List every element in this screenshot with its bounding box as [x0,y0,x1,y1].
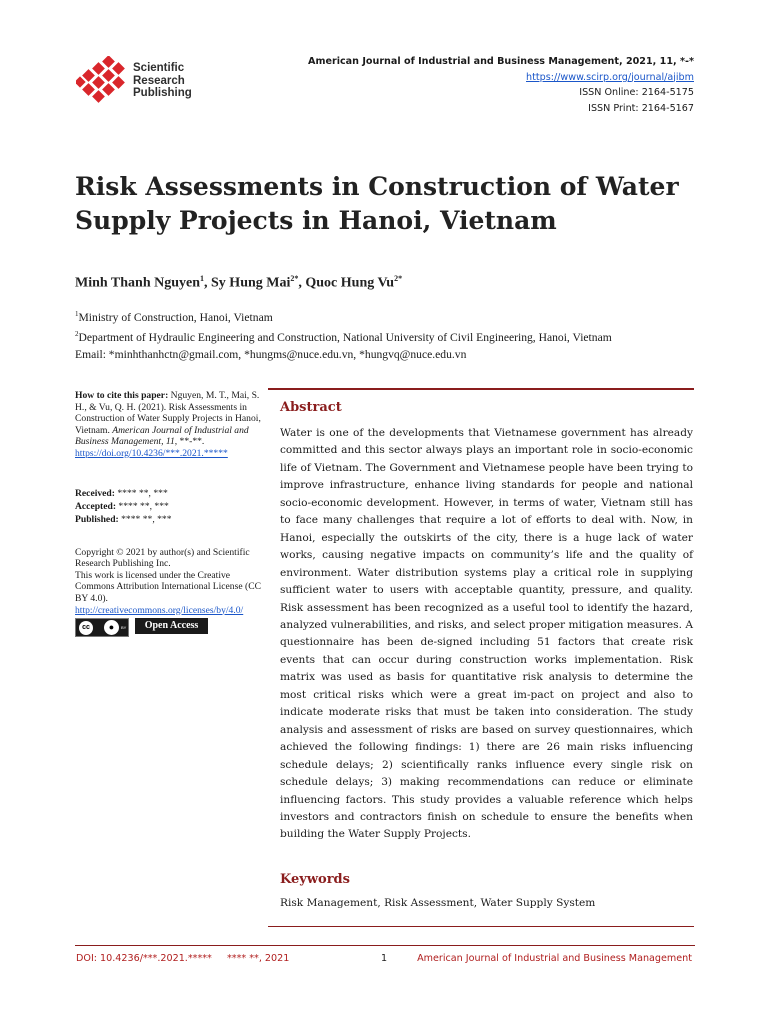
footer-date: **** **, 2021 [227,953,290,964]
scirp-diamond-cluster-icon [76,56,132,108]
author-list [75,274,402,292]
affiliation-mark: 2 [75,329,79,338]
date-value: **** **, *** [118,513,172,525]
publisher-name-line1: Scientific [133,62,185,74]
cc-by-badge-icon[interactable] [75,618,129,637]
date-label: Published: [75,513,119,525]
issn-online: ISSN Online: 2164-5175 [579,87,694,98]
abstract-heading: Abstract [280,400,342,415]
date-value: **** **, *** [116,500,169,512]
copyright-text: Copyright © 2021 by author(s) and Scientific Research Publishing Inc. [75,546,250,570]
journal-header-title: American Journal of Industrial and Business Management, 2021, 11, *-* [308,56,694,67]
paper-title [75,170,695,238]
license-url-link[interactable]: http://creativecommons.org/licenses/by/4.0/ [75,604,244,616]
cc-mark: cc [79,621,93,635]
affiliation-mark: 1 [75,310,79,318]
author-affiliation-mark: 2* [394,274,403,283]
citation-label: How to cite this paper: [75,390,169,401]
left-sidebar [75,390,265,638]
by-person-icon: ● [104,620,119,635]
open-access-badge[interactable]: Open Access [135,618,208,634]
page-number: 1 [381,953,388,964]
keywords-heading: Keywords [280,872,350,887]
email-line: Email: *minhthanhctn@gmail.com, *hungms@nuce.edu.vn, *hungvq@nuce.edu.vn [75,347,467,361]
affiliation-item [75,306,612,326]
publisher-name-line2: Research [133,74,185,87]
author-affiliation-mark: 2* [290,274,299,283]
abstract-text: Water is one of the developments that Vietnamese government has already committed and this sector always plays an important role in socio-economic life of Vietnam. The Government and Vietnamese people have been trying to improve infrastructure, enhance living standards for people and national socio-economic development. However, in terms of water, Vietnam still has to face many challenges that require a lot of efforts to deal with. Now, in Hanoi, especially the outskirts of the city, there is a huge lack of water works, causing negative impacts on community’s life and the quality of environment. Water distribution systems play a critical role in supplying sufficient water to users with acceptable quantity, pressure, and quality. Risk assessment has been recognized as a useful tool to identify the hazard, analyzed vulnerabilities, and risks, and select proper mitigation measures. A questionnaire has been de-signed including 51 factors that create risk events that can occur during construction works implementation. Risk matrix was used as basis for quantitative risk analysis to determine the most critical risks which were a great im-pact on project and also to indicate moderate risks that must be taken into consideration. The study analysis and assessment of risks are based on survey questionnaires, which achieved the following findings: 1) there are 26 main risks influencing schedule delays; 2) scientifically ranks influence every single risk on schedule delays; 3) making recommendations can reduce or eliminate influencing factors. This study provides a valuable reference which helps investors and contractors finish on schedule to ensure the benefits when building the Water Supply Projects. [280,427,693,841]
date-received [75,487,265,500]
date-value: **** **, *** [114,487,168,499]
author-name: Minh Thanh Nguyen [75,275,201,291]
journal-url-link[interactable]: https://www.scirp.org/journal/ajibm [526,71,694,83]
publication-dates [75,487,265,526]
license-badges [75,618,265,638]
footer-journal-name: American Journal of Industrial and Business Management [417,953,692,964]
author-separator: , [298,275,306,291]
citation-pages: **-**. [177,436,205,448]
journal-info [308,54,694,116]
license-statement: This work is licensed under the Creative Commons Attribution International License (CC BY 4.0). [75,569,261,604]
citation-doi-link[interactable]: https://doi.org/10.4236/***.2021.***** [75,447,228,459]
affiliation-text: Department of Hydraulic Engineering and Construction, National University of Civil Engineering, Hanoi, Vietnam [78,330,612,344]
paper-title-line2: Supply Projects in Hanoi, Vietnam [75,206,557,235]
publisher-name-line3: Publishing [133,87,192,99]
author-affiliation-mark: 1 [200,274,205,283]
footer-doi: DOI: 10.4236/***.2021.***** [76,953,212,964]
author-separator: , [204,275,212,291]
footer-rule [75,945,695,946]
publisher-name [133,62,192,100]
citation-journal: American Journal of Industrial and Business Management, 11, [75,424,249,448]
author-name: Sy Hung Mai [211,275,291,291]
citation-text: Nguyen, M. T., Mai, S. H., & Vu, Q. H. (2021). Risk Assessments in Construction of Water Supply Projects in Hanoi, Vietnam. [75,390,261,436]
affiliation-item [75,326,612,346]
keywords-text: Risk Management, Risk Assessment, Water Supply System [280,897,596,909]
date-published [75,513,265,526]
abstract-top-rule [268,388,694,390]
date-label: Accepted: [75,500,117,512]
paper-title-line1: Risk Assessments in Construction of Water [75,172,679,201]
citation-block [75,390,265,460]
publisher-logo[interactable] [76,56,206,106]
affiliation-text: Ministry of Construction, Hanoi, Vietnam [78,310,273,324]
keywords-bottom-rule [268,926,694,927]
author-name: Quoc Hung Vu [305,275,395,291]
by-mark: BY [121,625,127,631]
issn-print: ISSN Print: 2164-5167 [588,102,694,114]
date-accepted [75,500,265,513]
license-block [75,547,265,617]
date-label: Received: [75,487,115,499]
affiliations [75,306,612,363]
